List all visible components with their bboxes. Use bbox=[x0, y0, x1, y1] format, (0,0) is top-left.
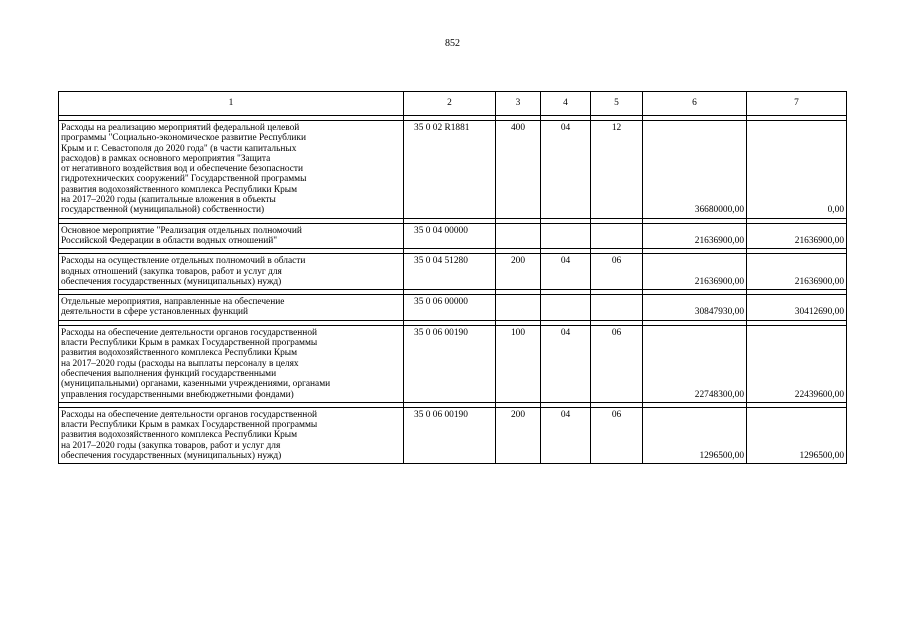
table-row bbox=[59, 407, 847, 463]
expense-type-cell bbox=[496, 121, 541, 219]
expense-type-cell bbox=[496, 223, 541, 249]
amount-year1-cell bbox=[643, 295, 747, 321]
amount-year1-text: 36680000,00 bbox=[694, 205, 744, 216]
column-header-6: 6 bbox=[643, 92, 747, 116]
amount-year2-cell bbox=[747, 254, 847, 290]
expense-name-text: Отдельные мероприятия, направленные на обеспечение деятельности в сфере установленных функций bbox=[61, 297, 285, 318]
table-row bbox=[59, 223, 847, 249]
amount-year2-text: 21636900,00 bbox=[794, 235, 844, 246]
expense-name-cell bbox=[59, 254, 404, 290]
table-row bbox=[59, 295, 847, 321]
table-header-row bbox=[59, 92, 847, 116]
amount-year1-cell bbox=[643, 223, 747, 249]
target-code-text: 35 0 02 R1881 bbox=[414, 123, 470, 133]
budget-table bbox=[58, 91, 847, 464]
target-code-cell bbox=[404, 121, 496, 219]
expense-type-cell bbox=[496, 325, 541, 402]
section-text: 04 bbox=[560, 256, 571, 267]
page-number: 852 bbox=[445, 38, 460, 49]
expense-type-text: 100 bbox=[510, 327, 526, 338]
amount-year2-text: 22439600,00 bbox=[794, 389, 844, 400]
section-cell bbox=[541, 295, 591, 321]
amount-year2-cell bbox=[747, 325, 847, 402]
target-code-cell bbox=[404, 407, 496, 463]
expense-type-text: 200 bbox=[510, 256, 526, 267]
subsection-cell bbox=[591, 254, 643, 290]
amount-year1-text: 21636900,00 bbox=[694, 276, 744, 287]
column-header-3: 3 bbox=[496, 92, 541, 116]
expense-name-text: Расходы на реализацию мероприятий федеральной целевой программы "Социально-экономическое развитие Республики Крым и г. Севастополя до 2020 года" (в части капитальных расходов) в рамках основного мероприятия "Защита от негативного воздействия вод и обеспечение безопасности гидротехнических сооружений" Государственной программы развития водохозяйственного комплекса Республики Крым на 2017–2020 годы (капитальные вложения в объекты государственной (муниципальной) собственности) bbox=[61, 123, 307, 216]
target-code-text: 35 0 06 00000 bbox=[414, 297, 468, 308]
expense-name-cell bbox=[59, 407, 404, 463]
amount-year2-text: 1296500,00 bbox=[799, 451, 844, 462]
expense-name-text: Расходы на обеспечение деятельности органов государственной власти Республики Крым в рамках Государственной программы развития водохозяйственного комплекса Республики Крым на 2017–2020 годы (расходы на выплаты персоналу в целях обеспечения выполнения функций государственными (муниципальными) органами, казенными учреждениями, органами управления государственными внебюджетными фондами) bbox=[61, 327, 331, 400]
target-code-cell bbox=[404, 254, 496, 290]
subsection-text: 06 bbox=[611, 327, 622, 338]
amount-year1-text: 21636900,00 bbox=[694, 235, 744, 246]
expense-name-text: Основное мероприятие "Реализация отдельных полномочий Российской Федерации в области водных отношений" bbox=[61, 225, 302, 246]
expense-type-cell bbox=[496, 254, 541, 290]
subsection-cell bbox=[591, 407, 643, 463]
amount-year1-cell bbox=[643, 407, 747, 463]
amount-year1-text: 22748300,00 bbox=[694, 389, 744, 400]
amount-year2-text: 21636900,00 bbox=[794, 276, 844, 287]
subsection-cell bbox=[591, 295, 643, 321]
section-cell bbox=[541, 254, 591, 290]
expense-name-cell bbox=[59, 295, 404, 321]
subsection-cell bbox=[591, 325, 643, 402]
table-row bbox=[59, 254, 847, 290]
expense-type-text: 400 bbox=[510, 123, 526, 133]
column-header-7: 7 bbox=[747, 92, 847, 116]
section-text: 04 bbox=[560, 409, 571, 420]
target-code-cell bbox=[404, 223, 496, 249]
target-code-text: 35 0 04 51280 bbox=[414, 256, 468, 267]
subsection-text: 06 bbox=[611, 256, 622, 267]
amount-year2-cell bbox=[747, 121, 847, 219]
section-cell bbox=[541, 407, 591, 463]
table-row bbox=[59, 121, 847, 219]
amount-year1-cell bbox=[643, 121, 747, 219]
expense-type-text: 200 bbox=[510, 409, 526, 420]
target-code-cell bbox=[404, 295, 496, 321]
amount-year1-text: 1296500,00 bbox=[699, 451, 744, 462]
target-code-text: 35 0 04 00000 bbox=[414, 225, 468, 236]
expense-name-cell bbox=[59, 325, 404, 402]
section-cell bbox=[541, 325, 591, 402]
amount-year2-text: 0,00 bbox=[827, 205, 844, 216]
amount-year1-cell bbox=[643, 325, 747, 402]
expense-name-text: Расходы на обеспечение деятельности органов государственной власти Республики Крым в рамках Государственной программы развития водохозяйственного комплекса Республики Крым на 2017–2020 годы (закупка товаров, работ и услуг для обеспечения государственных (муниципальных) нужд) bbox=[61, 409, 318, 462]
table-row bbox=[59, 325, 847, 402]
amount-year1-cell bbox=[643, 254, 747, 290]
section-text: 04 bbox=[560, 123, 571, 133]
amount-year2-cell bbox=[747, 407, 847, 463]
amount-year1-text: 30847930,00 bbox=[694, 307, 744, 318]
amount-year2-cell bbox=[747, 295, 847, 321]
expense-name-cell bbox=[59, 121, 404, 219]
expense-name-cell bbox=[59, 223, 404, 249]
column-header-1: 1 bbox=[59, 92, 404, 116]
amount-year2-cell bbox=[747, 223, 847, 249]
expense-type-cell bbox=[496, 295, 541, 321]
target-code-text: 35 0 06 00190 bbox=[414, 409, 468, 420]
subsection-text: 06 bbox=[611, 409, 622, 420]
target-code-text: 35 0 06 00190 bbox=[414, 327, 468, 338]
section-text: 04 bbox=[560, 327, 571, 338]
section-cell bbox=[541, 223, 591, 249]
section-cell bbox=[541, 121, 591, 219]
subsection-text: 12 bbox=[611, 123, 622, 133]
amount-year2-text: 30412690,00 bbox=[794, 307, 844, 318]
column-header-2: 2 bbox=[404, 92, 496, 116]
subsection-cell bbox=[591, 223, 643, 249]
expense-name-text: Расходы на осуществление отдельных полномочий в области водных отношений (закупка товаров, работ и услуг для обеспечения государственных (муниципальных) нужд) bbox=[61, 256, 306, 287]
target-code-cell bbox=[404, 325, 496, 402]
subsection-cell bbox=[591, 121, 643, 219]
column-header-5: 5 bbox=[591, 92, 643, 116]
expense-type-cell bbox=[496, 407, 541, 463]
column-header-4: 4 bbox=[541, 92, 591, 116]
